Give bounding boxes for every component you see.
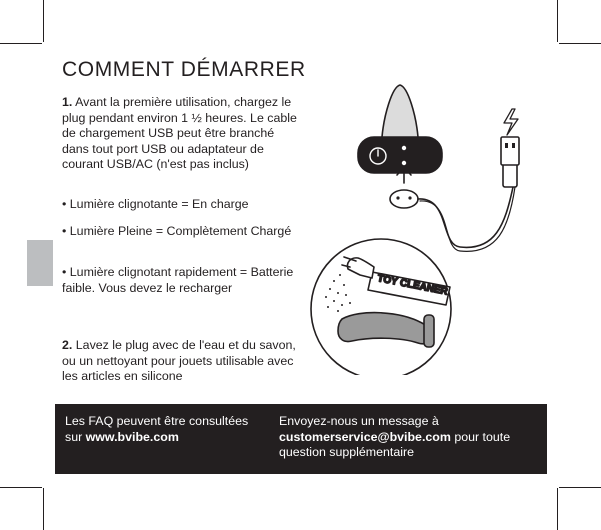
bottle-label: TOY CLEANER — [376, 273, 449, 298]
crop-mark-top-left-horizontal — [0, 43, 42, 44]
contact-text — [279, 414, 541, 461]
bullet-flashing-light: • Lumière clignotante = En charge — [62, 197, 249, 211]
step-2-text: Lavez le plug avec de l'eau et du savon, ou un nettoyant pour jouets utilisable avec les articles en silicone — [62, 338, 296, 384]
bullet-solid-light: • Lumière Pleine = Complètement Chargé — [62, 224, 292, 238]
step-2-paragraph — [62, 338, 302, 385]
charging-illustration — [300, 75, 530, 375]
bullet-fast-flashing-light: • Lumière clignotant rapidement = Batterie faible. Vous devez le recharger — [62, 265, 294, 295]
cleaning-circle — [311, 239, 451, 375]
crop-mark-bottom-right-vertical — [557, 488, 558, 530]
crop-mark-top-right-vertical — [557, 0, 558, 42]
usb-cable — [418, 187, 513, 247]
crop-mark-bottom-left-vertical — [43, 488, 44, 530]
page-side-tab — [27, 240, 53, 286]
crop-mark-top-right-horizontal — [559, 43, 601, 44]
contact-suffix: pour toute question supplémentaire — [279, 429, 511, 460]
step-2-number: 2. — [62, 338, 73, 352]
website-link[interactable]: www.bvibe.com — [85, 429, 179, 444]
step-1-paragraph — [62, 95, 302, 173]
contact-footer — [55, 404, 547, 474]
lightning-icon — [504, 109, 518, 135]
faq-label: Les FAQ peuvent être consultées sur — [65, 414, 249, 444]
crop-mark-top-left-vertical — [43, 0, 44, 42]
magnetic-connector — [390, 190, 418, 208]
usb-plug-icon — [503, 163, 517, 187]
page-title: COMMENT DÉMARRER — [62, 58, 306, 81]
email-link[interactable]: customerservice@bvibe.com — [279, 429, 451, 444]
crop-mark-bottom-left-horizontal — [0, 487, 42, 488]
contact-label: Envoyez-nous un message à — [279, 414, 439, 428]
step-1-text: Avant la première utilisation, chargez le plug pendant environ 1 ½ heures. Le cable de chargement USB peut être branché dans tout port USB ou adaptateur de courant USB/AC (n'est pas inclus) — [62, 95, 297, 172]
crop-mark-bottom-right-horizontal — [559, 487, 601, 488]
step-1-number: 1. — [62, 95, 73, 109]
faq-text — [65, 414, 260, 445]
